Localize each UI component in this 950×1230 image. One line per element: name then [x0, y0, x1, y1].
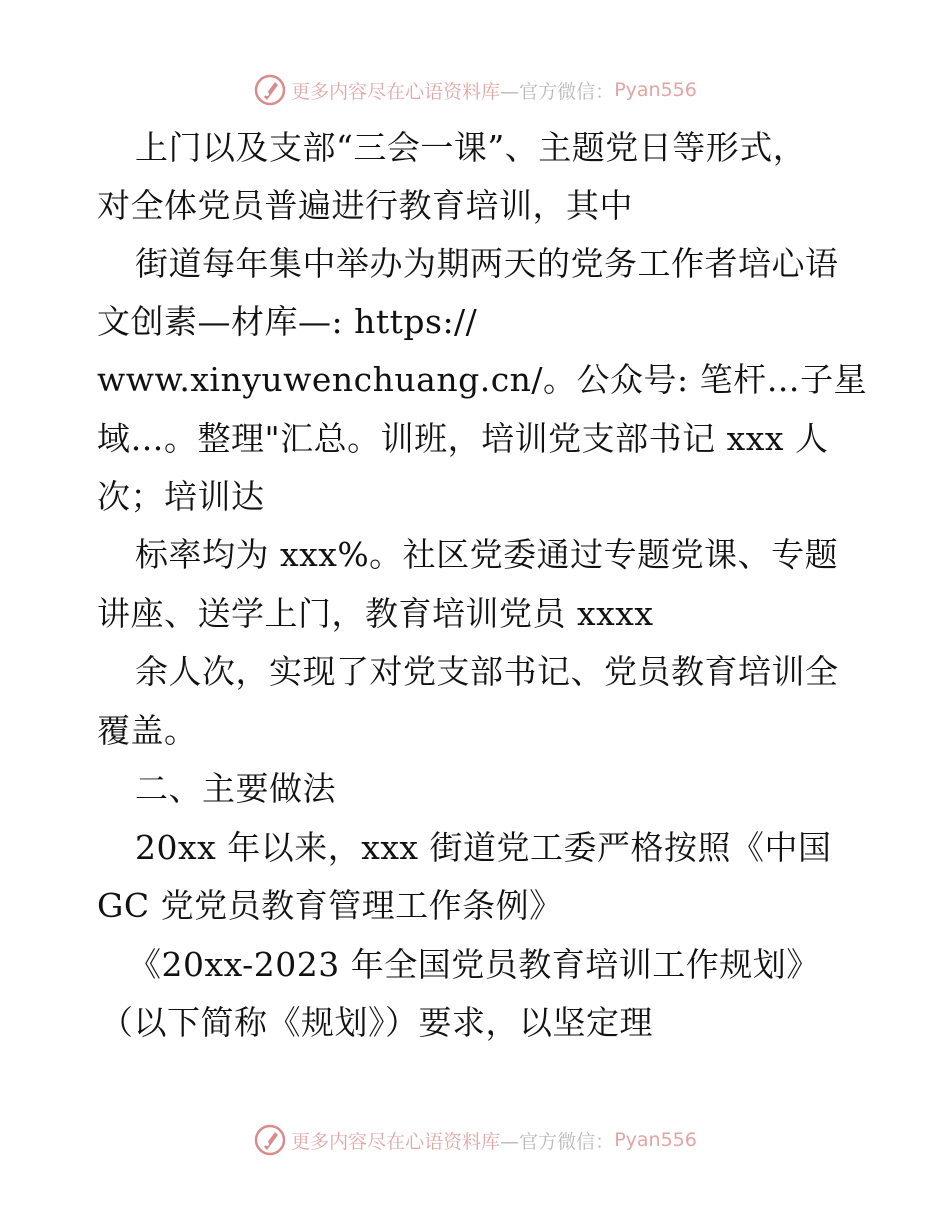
body-line-14: GC 党党员教育管理工作条例》	[97, 886, 563, 925]
watermark-header	[0, 70, 950, 110]
watermark-wechat-id: Pyan556	[614, 1129, 697, 1151]
body-line-2: 对全体党员普遍进行教育培训，其中	[97, 186, 633, 225]
watermark-footer	[0, 1120, 950, 1160]
body-line-9: 讲座、送学上门，教育培训党员 xxxx	[97, 594, 654, 633]
watermark-sub-text: —官方微信：	[500, 80, 615, 103]
body-line-15: 《20xx-2023 年全国党员教育培训工作规划》	[128, 945, 820, 984]
pen-nib-seal-icon	[253, 73, 287, 107]
body-line-6: 域…。整理"汇总。训班，培训党支部书记 xxx 人	[97, 419, 829, 458]
body-line-1: 上门以及支部“三会一课”、主题党日等形式，	[135, 128, 807, 167]
body-line-11: 覆盖。	[97, 711, 198, 750]
body-line-10: 余人次，实现了对党支部书记、党员教育培训全	[135, 652, 839, 691]
watermark-main-text: 更多内容尽在心语资料库	[291, 80, 501, 103]
body-line-3: 街道每年集中举办为期两天的党务工作者培心语	[135, 244, 839, 283]
watermark-sub-text: —官方微信：	[500, 1130, 615, 1153]
pen-nib-seal-icon	[253, 1123, 287, 1157]
body-line-16: （以下简称《规划》）要求，以坚定理	[100, 1003, 653, 1042]
section-heading: 二、主要做法	[135, 769, 336, 808]
watermark-main-text: 更多内容尽在心语资料库	[291, 1130, 501, 1153]
body-line-13: 20xx 年以来，xxx 街道党工委严格按照《中国	[135, 828, 832, 867]
body-line-4: 文创素—材库—: https://	[97, 302, 478, 341]
body-line-7: 次；培训达	[97, 477, 265, 516]
body-line-8: 标率均为 xxx%。社区党委通过专题党课、专题	[135, 535, 839, 574]
body-line-5: www.xinyuwenchuang.cn/。公众号: 笔杆…子星	[97, 360, 868, 399]
watermark-wechat-id: Pyan556	[614, 79, 697, 101]
